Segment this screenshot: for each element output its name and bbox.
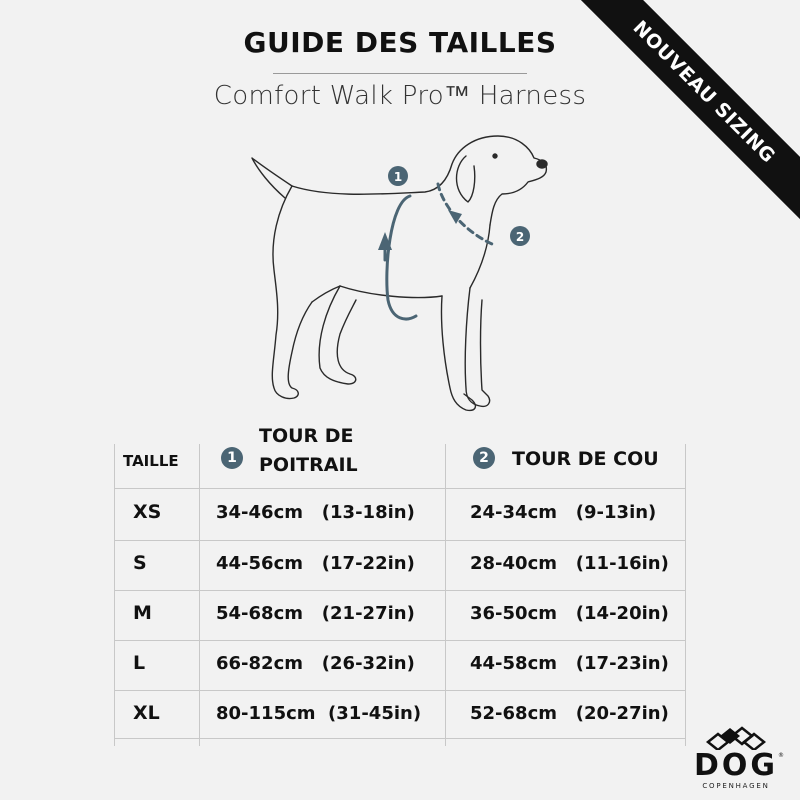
chest-xl: 80-115cm (31-45in) (216, 703, 422, 724)
neck-xl: 52-68cm (20-27in) (470, 703, 669, 724)
header-chest-line2: POITRAIL (259, 454, 358, 476)
grid-line (114, 640, 686, 641)
brand-name: DOG (693, 748, 779, 783)
grid-line (114, 590, 686, 591)
marker-1: 1 (393, 170, 403, 184)
chest-l: 66-82cm (26-32in) (216, 653, 415, 674)
grid-line (114, 444, 115, 746)
brand-mark-icon (690, 726, 782, 750)
product-subtitle: Comfort Walk Pro™ Harness (213, 81, 587, 111)
grid-line (685, 444, 686, 746)
header-chest-line1: TOUR DE (259, 425, 354, 447)
header-size: TAILLE (123, 452, 179, 470)
neck-xs: 24-34cm (9-13in) (470, 502, 657, 523)
size-m: M (133, 602, 152, 624)
grid-line (114, 488, 686, 489)
chest-xs: 34-46cm (13-18in) (216, 502, 415, 523)
header-chest (259, 422, 358, 480)
neck-m: 36-50cm (14-20in) (470, 603, 669, 624)
size-l: L (133, 652, 146, 674)
size-s: S (133, 552, 147, 574)
corner-ribbon (560, 0, 800, 240)
grid-line (199, 444, 200, 746)
chest-s: 44-56cm (17-22in) (216, 553, 415, 574)
grid-line (445, 444, 446, 746)
header-chest-number: 1 (221, 447, 243, 469)
chest-m: 54-68cm (21-27in) (216, 603, 415, 624)
brand-tagline: COPENHAGEN (702, 782, 770, 790)
page-title: GUIDE DES TAILLES (243, 26, 557, 59)
grid-line (114, 540, 686, 541)
grid-line (114, 738, 686, 739)
grid-line (114, 690, 686, 691)
brand-registered: ® (778, 752, 784, 759)
marker-2: 2 (515, 230, 525, 244)
size-xl: XL (133, 702, 160, 724)
header-neck-number: 2 (473, 447, 495, 469)
brand-logo (690, 726, 790, 792)
size-xs: XS (133, 501, 162, 523)
title-divider (273, 73, 527, 74)
ribbon-label: NOUVEAU SIZING (575, 0, 800, 221)
dog-illustration (230, 120, 570, 430)
header-neck: TOUR DE COU (512, 448, 659, 470)
neck-l: 44-58cm (17-23in) (470, 653, 669, 674)
neck-s: 28-40cm (11-16in) (470, 553, 669, 574)
